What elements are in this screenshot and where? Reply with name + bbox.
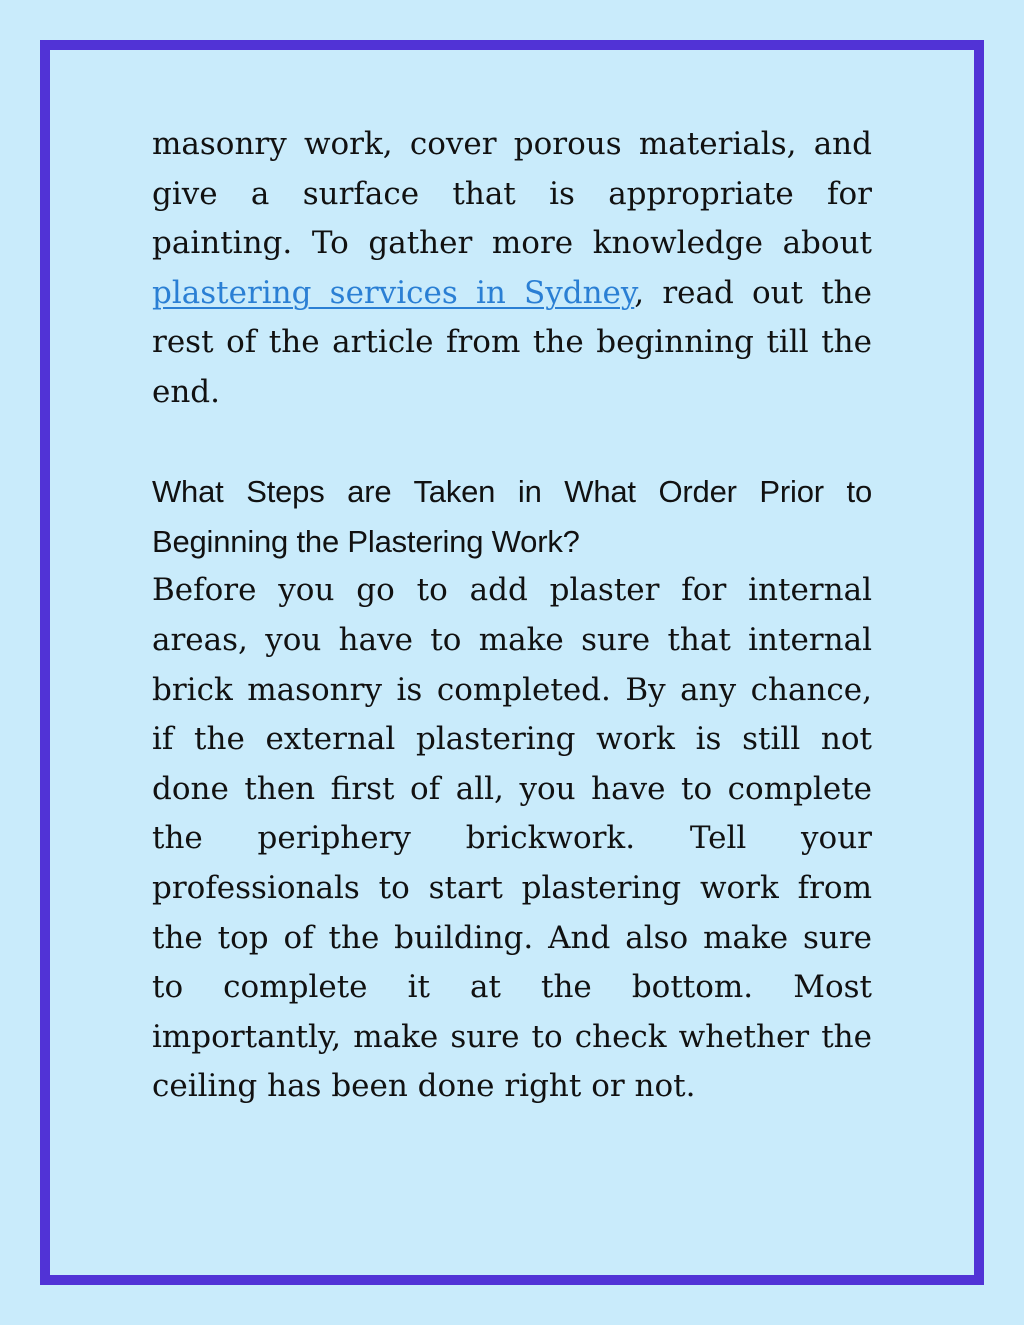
intro-text-after-link: , read out the rest of the article from the beginning till the end. xyxy=(152,274,872,410)
plastering-services-link[interactable]: plastering services in Sydney xyxy=(152,274,635,311)
intro-paragraph xyxy=(152,120,872,418)
document-content xyxy=(152,120,872,1112)
section-body-paragraph: Before you go to add plaster for internal areas, you have to make sure that internal brick masonry is completed. By any chance, if the external plastering work is still not done then first of all, you have to complete the periphery brickwork. Tell your professionals to start plastering work from the top of the building. And also make sure to complete it at the bottom. Most importantly, make sure to check whether the ceiling has been done right or not. xyxy=(152,572,872,1105)
intro-text-before-link: masonry work, cover porous materials, and give a surface that is appropriate for painting. To gather more knowledge about xyxy=(152,126,872,262)
section-heading: What Steps are Taken in What Order Prior to Beginning the Plastering Work? xyxy=(152,474,872,559)
